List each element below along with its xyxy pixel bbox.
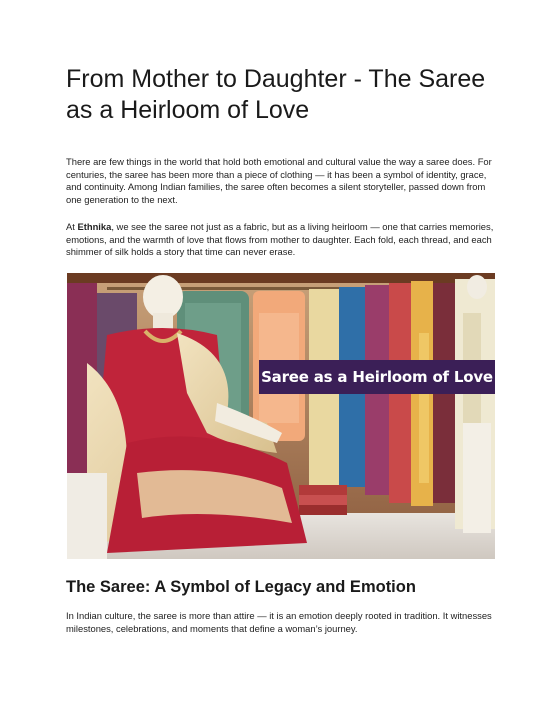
clothing-store-illustration (67, 273, 495, 559)
brand-rest-text: , we see the saree not just as a fabric, but as a living heirloom — one that carries memories, emotions, and the warmth of love that flows from mother to daughter. Each fold, each thread, and each shimmer of silk holds a story that time can never erase. (66, 221, 494, 258)
hero-image (67, 273, 495, 559)
brand-lead-text: At (66, 221, 78, 232)
section-paragraph: In Indian culture, the saree is more than attire — it is an emotion deeply rooted in tradition. It witnesses milestones, celebrations, and moments that define a woman’s journey. (66, 610, 492, 634)
section-heading: The Saree: A Symbol of Legacy and Emotion (66, 578, 416, 596)
page-title: From Mother to Daughter - The Saree as a Heirloom of Love (66, 65, 486, 124)
intro-paragraph: There are few things in the world that hold both emotional and cultural value the way a saree does. For centuries, the saree has been more than a piece of clothing — it has been a symbol of identity, grace, and continuity. Among Indian families, the saree often becomes a silent storyteller, passed down from one generation to the next. (66, 156, 492, 205)
brand-name: Ethnika (77, 221, 112, 232)
brand-paragraph (66, 221, 498, 259)
image-banner: Saree as a Heirloom of Love (259, 360, 495, 394)
